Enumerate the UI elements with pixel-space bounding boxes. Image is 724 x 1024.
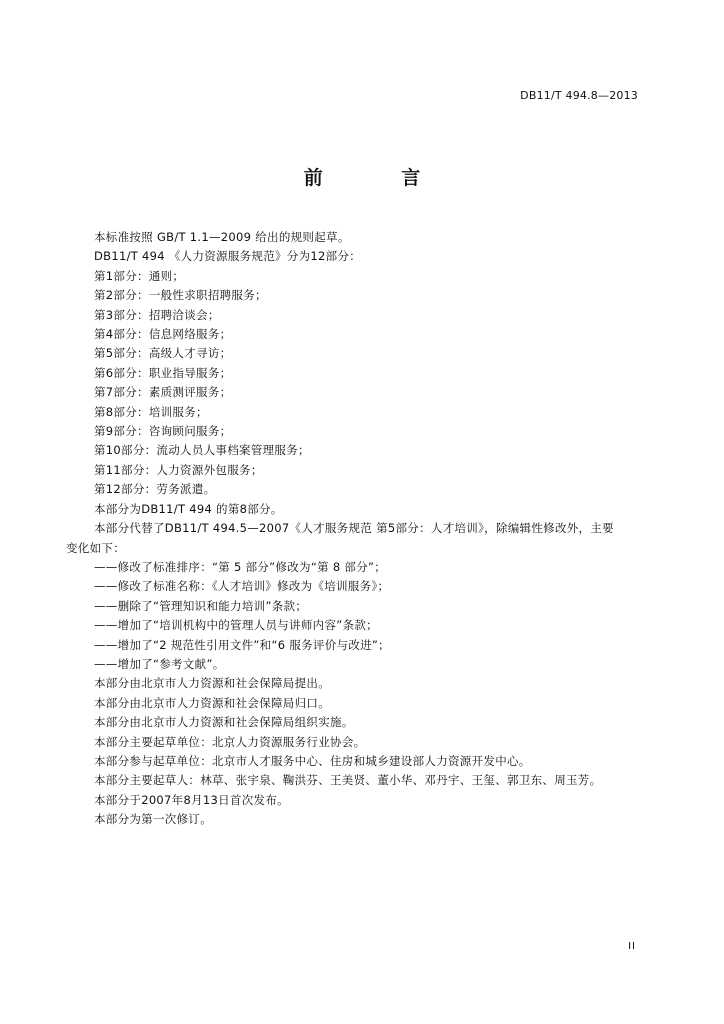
document-code: DB11/T 494.8—2013 — [520, 89, 638, 102]
page-number: II — [628, 941, 636, 952]
paragraph-implemented-by: 本部分由北京市人力资源和社会保障局组织实施。 — [94, 715, 354, 730]
paragraph-replaces-continued: 变化如下： — [66, 540, 125, 555]
list-item-part-1: 第1部分：通则； — [94, 268, 185, 283]
paragraph-participating-units: 本部分参与起草单位：北京市人才服务中心、住房和城乡建设部人力资源开发中心。 — [94, 753, 531, 768]
list-item-part-10: 第10部分：流动人员人事档案管理服务； — [94, 443, 310, 458]
list-item-part-9: 第9部分：咨询顾问服务； — [94, 424, 232, 439]
paragraph-proposed-by: 本部分由北京市人力资源和社会保障局提出。 — [94, 676, 330, 691]
change-item-5: ——增加了“2 规范性引用文件”和“6 服务评价与改进”； — [94, 637, 390, 652]
paragraph-under-jurisdiction: 本部分由北京市人力资源和社会保障局归口。 — [94, 695, 330, 710]
list-item-part-11: 第11部分：人力资源外包服务； — [94, 462, 263, 477]
change-item-6: ——增加了“参考文献”。 — [94, 656, 225, 671]
change-item-4: ——增加了“培训机构中的管理人员与讲师内容”条款； — [94, 618, 378, 633]
paragraph-revision: 本部分为第一次修订。 — [94, 812, 212, 827]
list-item-part-5: 第5部分：高级人才寻访； — [94, 346, 232, 361]
list-item-part-8: 第8部分：培训服务； — [94, 404, 208, 419]
list-item-part-7: 第7部分：素质测评服务； — [94, 385, 232, 400]
change-item-2: ——修改了标准名称：《人才培训》修改为《培训服务》； — [94, 579, 390, 594]
foreword-body — [66, 228, 666, 830]
change-item-3: ——删除了“管理知识和能力培训”条款； — [94, 598, 308, 613]
paragraph-drafting-rule: 本标准按照 GB/T 1.1—2009 给出的规则起草。 — [94, 230, 350, 244]
paragraph-first-release: 本部分于2007年8月13日首次发布。 — [94, 792, 289, 807]
list-item-part-12: 第12部分：劳务派遣。 — [94, 482, 216, 497]
paragraph-main-drafters: 本部分主要起草人：林草、张宇泉、鞠洪芬、王美贤、董小华、邓丹宇、王玺、郭卫东、周玉芳。 — [94, 773, 602, 788]
paragraph-replaces: 本部分代替了DB11/T 494.5—2007《人才服务规范 第5部分：人才培训》，除编辑性修改外，主要 — [94, 521, 614, 536]
change-item-1: ——修改了标准排序：“第 5 部分”修改为“第 8 部分”； — [94, 559, 387, 574]
paragraph-this-part: 本部分为DB11/T 494 的第8部分。 — [94, 501, 283, 516]
list-item-part-3: 第3部分：招聘洽谈会； — [94, 307, 220, 322]
list-item-part-4: 第4部分：信息网络服务； — [94, 327, 232, 342]
paragraph-main-drafting-unit: 本部分主要起草单位：北京人力资源服务行业协会。 — [94, 734, 366, 749]
list-item-part-6: 第6部分：职业指导服务； — [94, 365, 232, 380]
page-title: 前 言 — [303, 167, 457, 189]
list-item-part-2: 第2部分：一般性求职招聘服务； — [94, 288, 267, 303]
paragraph-parts-intro: DB11/T 494 《人力资源服务规范》分为12部分： — [94, 249, 362, 264]
